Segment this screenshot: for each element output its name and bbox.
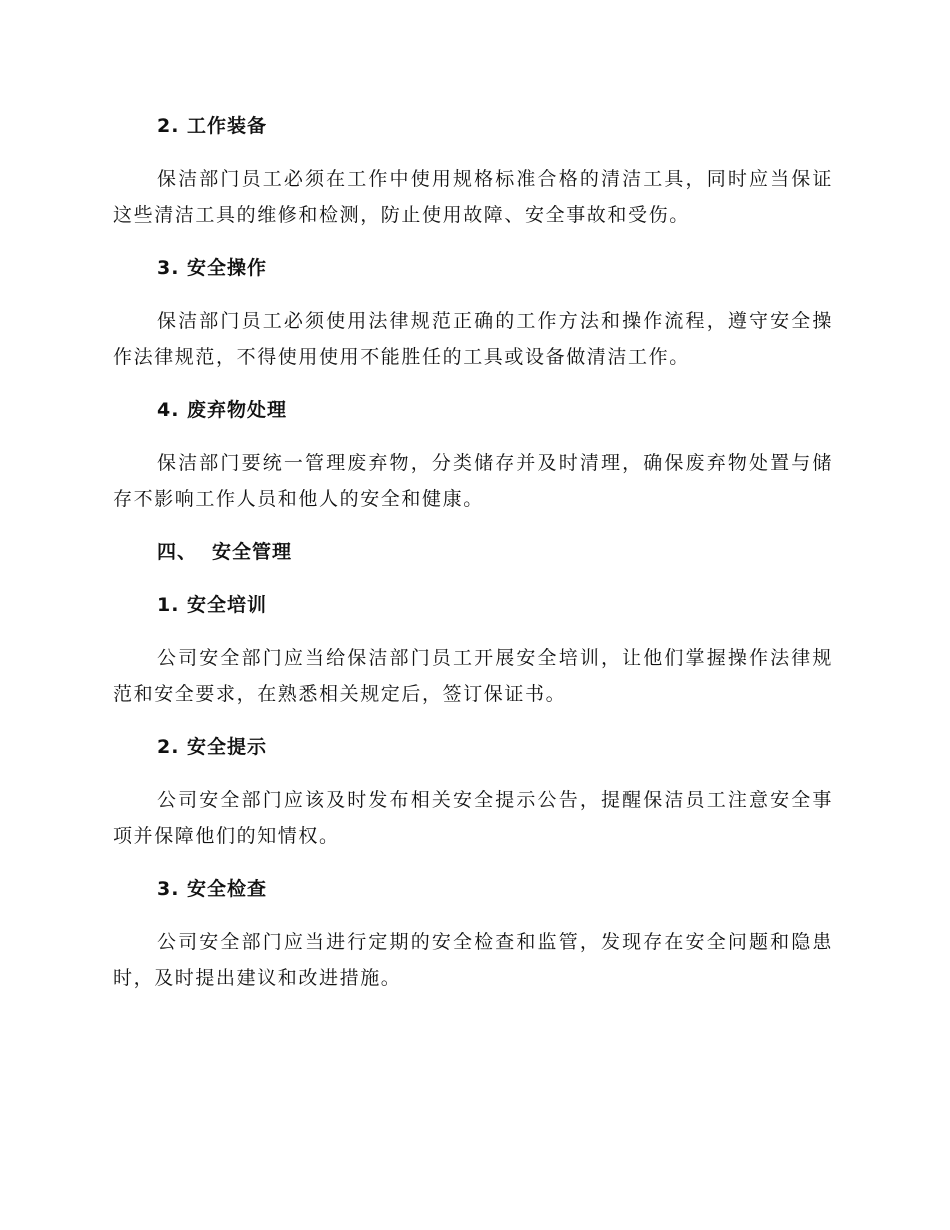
subsection-paragraph-safety-inspection: 公司安全部门应当进行定期的安全检查和监管，发现存在安全问题和隐患时，及时提出建议和改进措施。	[113, 931, 833, 989]
subsection-number: 1.	[157, 594, 180, 616]
section-paragraph-waste-disposal: 保洁部门要统一管理废弃物，分类储存并及时清理，确保废弃物处置与储存不影响工作人员和他人的安全和健康。	[113, 452, 833, 510]
section-paragraph-safe-operation: 保洁部门员工必须使用法律规范正确的工作方法和操作流程，遵守安全操作法律规范，不得使用使用不能胜任的工具或设备做清洁工作。	[113, 310, 833, 368]
section-heading-safe-operation	[113, 250, 833, 286]
subsection-title: 安全检查	[187, 878, 268, 900]
section-number: 4.	[157, 399, 180, 421]
major-heading-title: 安全管理	[212, 541, 293, 563]
subsection-paragraph-safety-training: 公司安全部门应当给保洁部门员工开展安全培训，让他们掌握操作法律规范和安全要求，在熟悉相关规定后，签订保证书。	[113, 647, 833, 705]
subsection-title: 安全培训	[187, 594, 268, 616]
document-body	[113, 108, 833, 996]
section-number: 3.	[157, 257, 180, 279]
major-heading-number: 四、	[157, 541, 198, 563]
major-heading-safety-management	[113, 534, 833, 570]
subsection-title: 安全提示	[187, 736, 268, 758]
subsection-heading-safety-training	[113, 587, 833, 623]
subsection-number: 2.	[157, 736, 180, 758]
subsection-heading-safety-notice	[113, 729, 833, 765]
section-heading-waste-disposal	[113, 392, 833, 428]
section-number: 2.	[157, 115, 180, 137]
section-paragraph-work-equipment: 保洁部门员工必须在工作中使用规格标准合格的清洁工具，同时应当保证这些清洁工具的维修和检测，防止使用故障、安全事故和受伤。	[113, 168, 833, 226]
section-title: 废弃物处理	[187, 399, 288, 421]
section-title: 工作装备	[187, 115, 268, 137]
subsection-paragraph-safety-notice: 公司安全部门应该及时发布相关安全提示公告，提醒保洁员工注意安全事项并保障他们的知情权。	[113, 789, 833, 847]
section-heading-work-equipment	[113, 108, 833, 144]
subsection-heading-safety-inspection	[113, 871, 833, 907]
subsection-number: 3.	[157, 878, 180, 900]
section-title: 安全操作	[187, 257, 268, 279]
